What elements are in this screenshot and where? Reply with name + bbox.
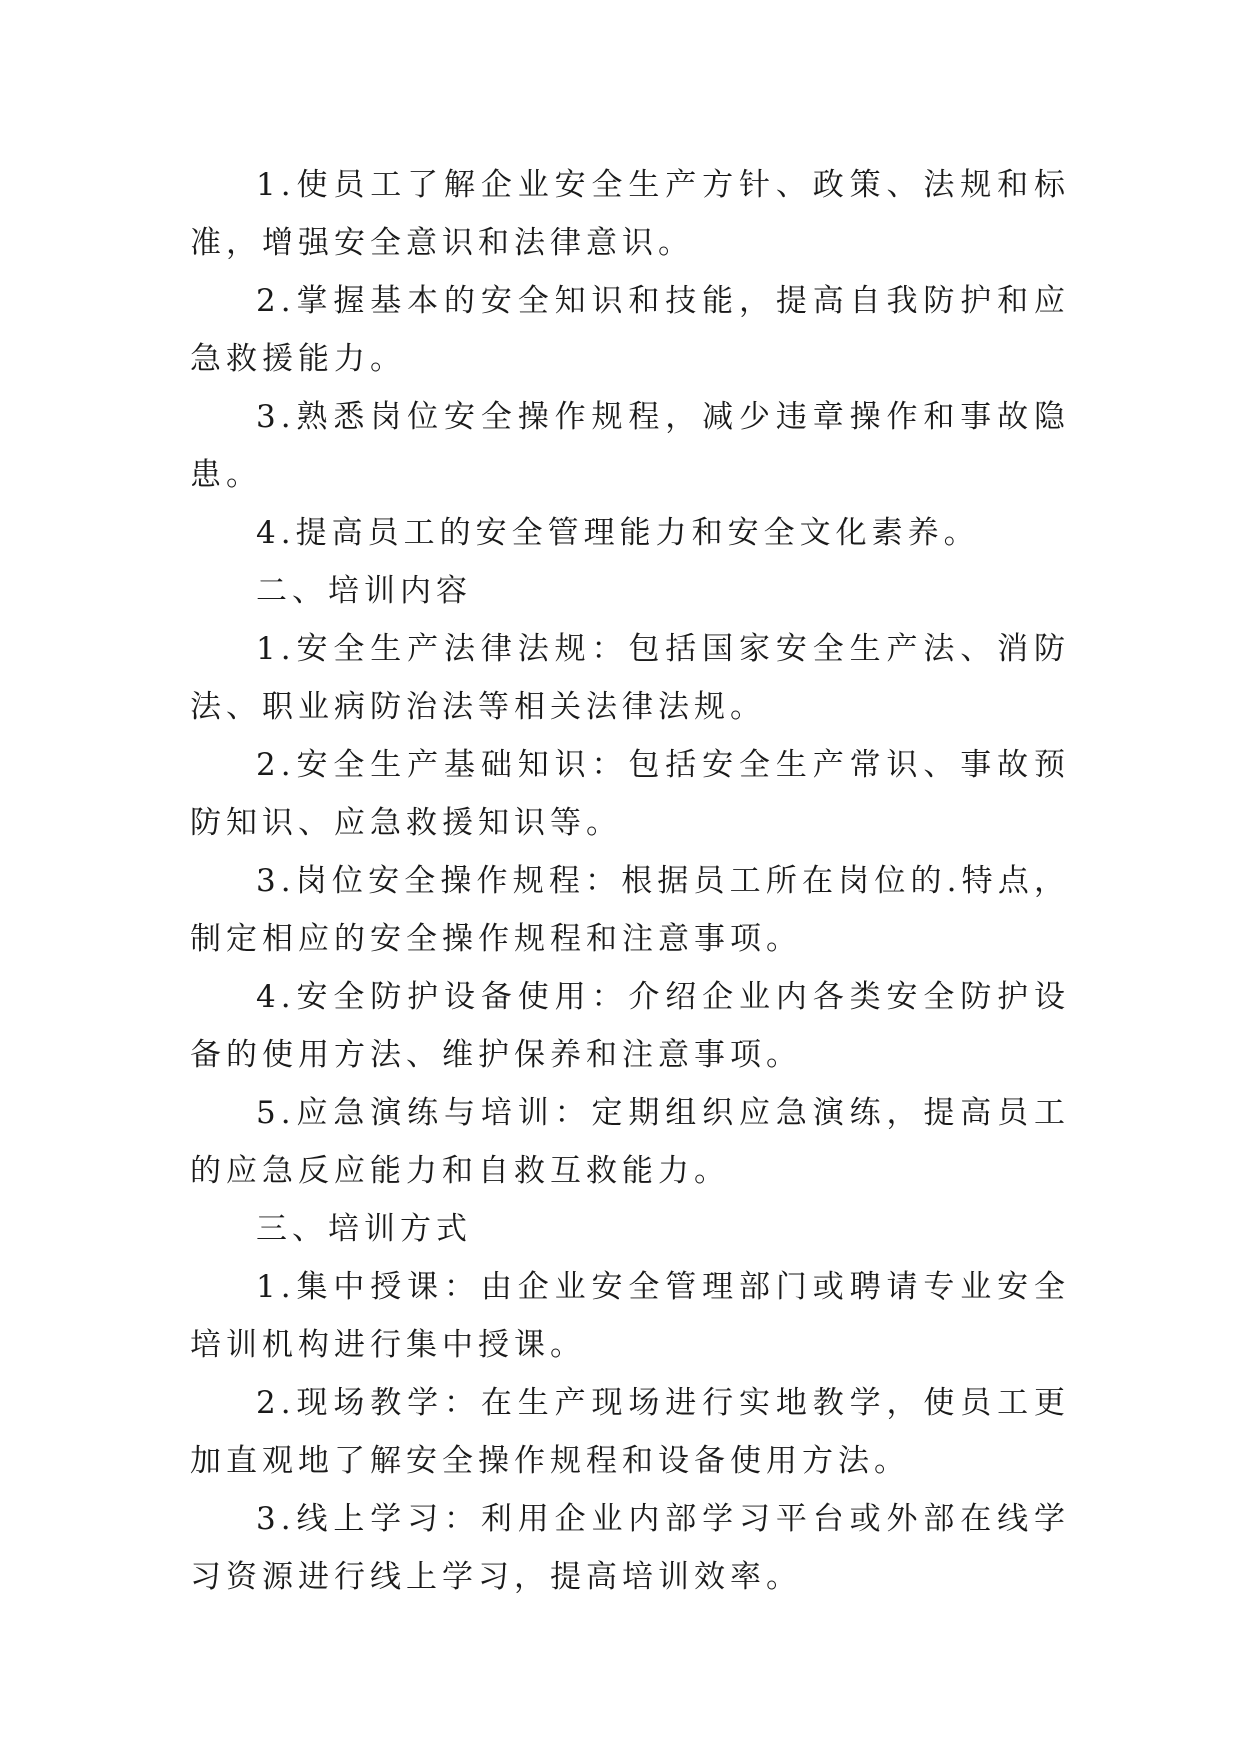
- content-item-5: 5.应急演练与培训：定期组织应急演练，提高员工的应急反应能力和自救互救能力。: [190, 1095, 1070, 1189]
- content-item-4: 4.安全防护设备使用：介绍企业内各类安全防护设备的使用方法、维护保养和注意事项。: [190, 979, 1070, 1073]
- section-heading-training-content: 二、培训内容: [256, 573, 472, 609]
- content-item-2: 2.安全生产基础知识：包括安全生产常识、事故预防知识、应急救援知识等。: [190, 747, 1070, 841]
- method-item-3: 3.线上学习：利用企业内部学习平台或外部在线学习资源进行线上学习，提高培训效率。: [190, 1501, 1070, 1595]
- objective-2: 2.掌握基本的安全知识和技能，提高自我防护和应急救援能力。: [190, 283, 1070, 377]
- content-item-3: 3.岗位安全操作规程：根据员工所在岗位的.特点，制定相应的安全操作规程和注意事项。: [190, 863, 1070, 957]
- method-item-2: 2.现场教学：在生产现场进行实地教学，使员工更加直观地了解安全操作规程和设备使用方法。: [190, 1385, 1070, 1479]
- content-item-1: 1.安全生产法律法规：包括国家安全生产法、消防法、职业病防治法等相关法律法规。: [190, 631, 1070, 725]
- section-heading-training-methods: 三、培训方式: [256, 1211, 472, 1247]
- objective-3: 3.熟悉岗位安全操作规程，减少违章操作和事故隐患。: [190, 399, 1070, 493]
- objective-1: 1.使员工了解企业安全生产方针、政策、法规和标准，增强安全意识和法律意识。: [190, 167, 1070, 261]
- method-item-1: 1.集中授课：由企业安全管理部门或聘请专业安全培训机构进行集中授课。: [190, 1269, 1070, 1363]
- document-body: [190, 156, 1070, 1606]
- objective-4: 4.提高员工的安全管理能力和安全文化素养。: [256, 515, 980, 551]
